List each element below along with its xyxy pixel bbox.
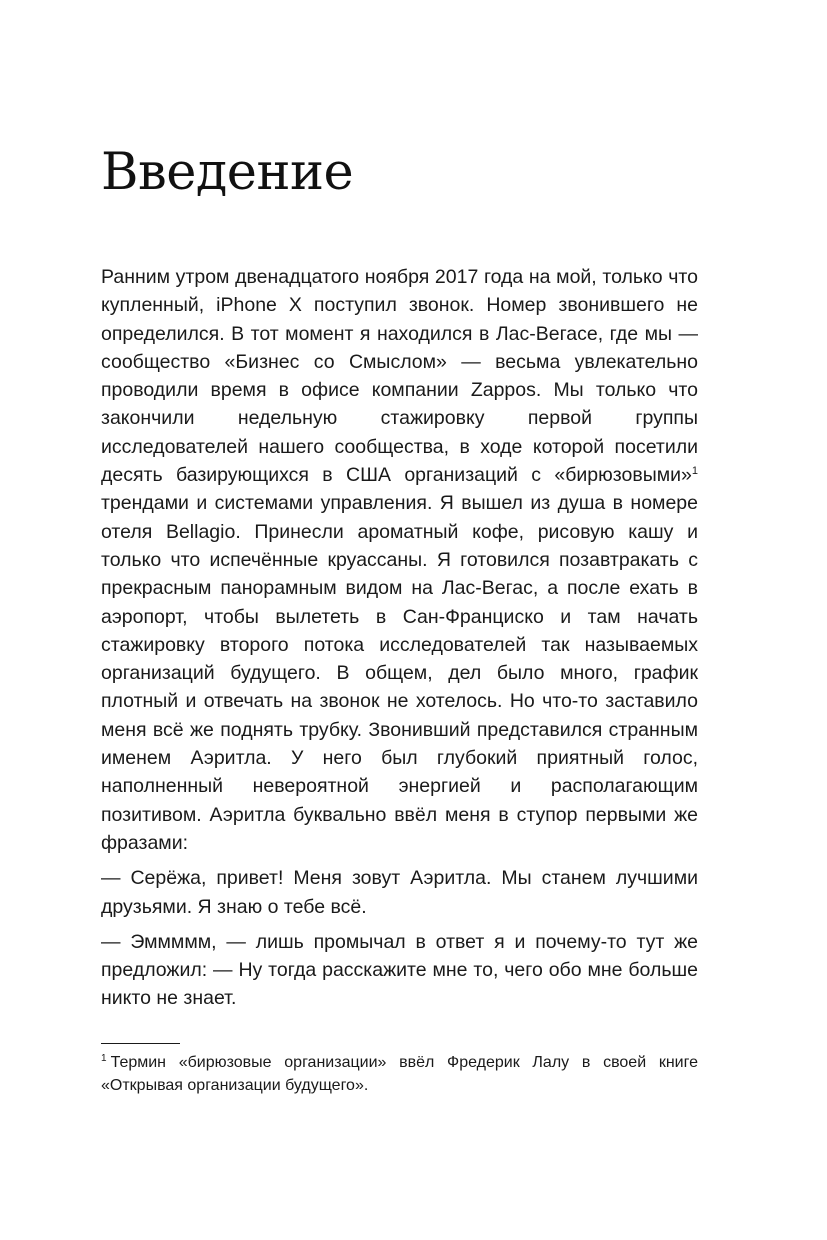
- footnote-divider: [101, 1043, 180, 1044]
- paragraph-2: — Серёжа, привет! Меня зовут Аэритла. Мы станем лучшими друзьями. Я знаю о тебе всё.: [101, 867, 698, 918]
- footnote-number: 1: [101, 1053, 107, 1064]
- footnote: [101, 1051, 698, 1097]
- paragraph-3: — Эммммм, — лишь промычал в ответ я и почему-то тут же предложил: — Ну тогда расскажите мне то, чего обо мне больше никто не знает.: [101, 930, 698, 1010]
- footnote-text: Термин «бирюзовые организации» ввёл Фредерик Лалу в своей книге «Открывая организации будущего».: [101, 1054, 698, 1094]
- paragraph-1: [101, 263, 698, 857]
- paragraph-1-text-a: Ранним утром двенадцатого ноября 2017 года на мой, только что купленный, iPhone X поступил звонок. Номер звонившего не определился. В тот момент я находился в Лас-Вегасе, где мы — сообщество «Бизнес со Смыслом» — весьма увлекательно проводили время в офисе компании Zappos. Мы только что закончили недельную стажировку первой группы исследователей нашего сообщества, в ходе которой посетили десять базирующихся в США организаций с «бирюзовыми»: [101, 266, 698, 487]
- paragraph-1-text-b: трендами и системами управления. Я вышел из душа в номере отеля Bellagio. Принесли ароматный кофе, рисовую кашу и только что испечённые круассаны. Я готовился позавтракать с прекрасным панорамным видом на Лас-Вегас, а после ехать в аэропорт, чтобы вылететь в Сан-Франциско и там начать стажировку второго потока исследователей так называемых организаций будущего. В общем, дел было много, график плотный и отвечать на звонок не хотелось. Но что-то заставило меня всё же поднять трубку. Звонивший представился странным именем Аэритла. У него был глубокий приятный голос, наполненный невероятной энергией и располагающим позитивом. Аэритла буквально ввёл меня в ступор первыми же фразами:: [101, 492, 698, 854]
- chapter-title: Введение: [101, 143, 354, 202]
- footnote-reference[interactable]: 1: [691, 465, 698, 478]
- chapter-body: [101, 263, 698, 1013]
